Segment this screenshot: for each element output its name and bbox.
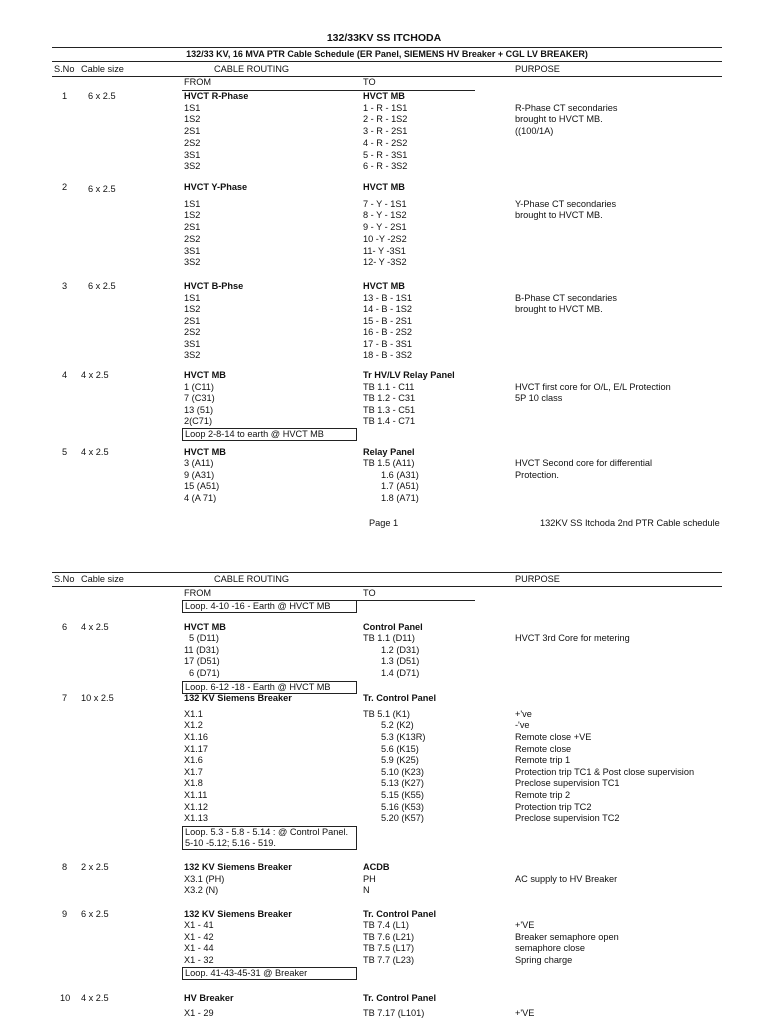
to-terminal: 16 - B - 2S2: [363, 327, 413, 337]
to-terminal: 11- Y -3S1: [363, 246, 406, 256]
from-terminal: 3S1: [184, 150, 201, 160]
row-number: 6: [62, 622, 68, 632]
divider: [52, 586, 722, 587]
purpose-text: ((100/1A): [515, 126, 554, 136]
from-terminal: 1S2: [184, 210, 201, 220]
purpose-text: Remote trip 2: [515, 790, 571, 800]
purpose-text: +'ve: [515, 709, 532, 719]
to-terminal: 1.7 (A51): [381, 481, 419, 491]
from-terminal: X1.6: [184, 755, 203, 765]
from-terminal: 2S1: [184, 222, 201, 232]
to-terminal: TB 7.6 (L21): [363, 932, 415, 942]
to-terminal: 3 - R - 2S1: [363, 126, 408, 136]
cable-size: 4 x 2.5: [81, 993, 109, 1003]
cable-size: 4 x 2.5: [81, 447, 109, 457]
to-terminal: 1.8 (A71): [381, 493, 419, 503]
from-terminal: 11 (D31): [184, 645, 220, 655]
cable-size-header: Cable size: [81, 574, 124, 584]
to-terminal: 12- Y -3S2: [363, 257, 407, 267]
to-terminal: 5.15 (K55): [381, 790, 424, 800]
from-terminal: 3 (A11): [184, 458, 214, 468]
purpose-text: AC supply to HV Breaker: [515, 874, 618, 884]
from-terminal: 17 (D51): [184, 656, 220, 666]
to-terminal: 5.2 (K2): [381, 720, 414, 730]
row-number: 8: [62, 862, 68, 872]
to-heading: Tr. Control Panel: [363, 693, 437, 703]
row-number: 1: [62, 91, 68, 101]
row-number: 5: [62, 447, 68, 457]
to-terminal: 13 - B - 1S1: [363, 293, 413, 303]
to-header: TO: [363, 588, 376, 598]
purpose-header: PURPOSE: [515, 574, 560, 584]
divider: [52, 76, 722, 77]
from-heading: HVCT MB: [184, 447, 226, 457]
purpose-text: Preclose supervision TC2: [515, 813, 620, 823]
from-terminal: 1S1: [184, 199, 201, 209]
from-terminal: X1.11: [184, 790, 208, 800]
to-terminal: 1.4 (D71): [381, 668, 420, 678]
loop-note: Loop 2-8-14 to earth @ HVCT MB: [185, 429, 324, 439]
to-terminal: TB 7.7 (L23): [363, 955, 415, 965]
purpose-text: -'ve: [515, 720, 530, 730]
from-heading: 132 KV Siemens Breaker: [184, 909, 292, 919]
purpose-text: Remote close: [515, 744, 572, 754]
purpose-text: 5P 10 class: [515, 393, 563, 403]
cable-size: 10 x 2.5: [81, 693, 114, 703]
from-terminal: X1.12: [184, 802, 209, 812]
to-terminal: 5.16 (K53): [381, 802, 424, 812]
from-terminal: X1.13: [184, 813, 209, 823]
row-number: 4: [62, 370, 68, 380]
from-header: FROM: [184, 77, 212, 87]
purpose-text: Remote close +VE: [515, 732, 592, 742]
from-terminal: X1.2: [184, 720, 203, 730]
from-terminal: 5 (D11): [189, 633, 219, 643]
from-terminal: 2S2: [184, 234, 201, 244]
divider: [52, 47, 722, 48]
to-terminal: TB 1.5 (A11): [363, 458, 415, 468]
to-terminal: 9 - Y - 2S1: [363, 222, 407, 232]
to-terminal: TB 7.4 (L1): [363, 920, 409, 930]
loop-note-box: [182, 600, 357, 613]
purpose-text: Protection.: [515, 470, 559, 480]
cable-size: 6 x 2.5: [81, 909, 109, 919]
purpose-text: Preclose supervision TC1: [515, 778, 620, 788]
from-terminal: X1.8: [184, 778, 203, 788]
row-number: 2: [62, 182, 68, 192]
from-terminal: 2(C71): [184, 416, 213, 426]
to-terminal: TB 1.2 - C31: [363, 393, 416, 403]
to-terminal: TB 1.1 (D11): [363, 633, 415, 643]
to-terminal: 14 - B - 1S2: [363, 304, 413, 314]
to-terminal: 1.3 (D51): [381, 656, 420, 666]
purpose-text: Breaker semaphore open: [515, 932, 619, 942]
from-terminal: 3S1: [184, 246, 201, 256]
to-terminal: 5.6 (K15): [381, 744, 419, 754]
from-terminal: 15 (A51): [184, 481, 220, 491]
from-heading: HVCT MB: [184, 622, 226, 632]
purpose-text: HVCT 3rd Core for metering: [515, 633, 630, 643]
from-terminal: X3.1 (PH): [184, 874, 225, 884]
purpose-text: Remote trip 1: [515, 755, 571, 765]
to-heading: HVCT MB: [363, 91, 405, 101]
to-terminal: 6 - R - 3S2: [363, 161, 408, 171]
from-terminal: 4 (A 71): [184, 493, 217, 503]
from-terminal: 3S2: [184, 161, 201, 171]
purpose-text: Y-Phase CT secondaries: [515, 199, 617, 209]
page-title: 132/33KV SS ITCHODA: [326, 32, 442, 44]
to-heading: ACDB: [363, 862, 390, 872]
cable-size: 6 x 2.5: [88, 91, 116, 101]
to-terminal: 5.13 (K27): [381, 778, 424, 788]
to-terminal: TB 1.1 - C11: [363, 382, 415, 392]
to-terminal: 15 - B - 2S1: [363, 316, 413, 326]
to-terminal: 5.10 (K23): [381, 767, 424, 777]
purpose-text: Protection trip TC1 & Post close supervision: [515, 767, 695, 777]
purpose-text: B-Phase CT secondaries: [515, 293, 617, 303]
to-terminal: 1.6 (A31): [381, 470, 419, 480]
from-heading: HV Breaker: [184, 993, 234, 1003]
loop-note: Loop. 5.3 - 5.8 - 5.14 : @ Control Panel.: [185, 827, 349, 837]
from-header: FROM: [184, 588, 212, 598]
to-header: TO: [363, 77, 376, 87]
to-terminal: TB 1.4 - C71: [363, 416, 416, 426]
cable-size: 6 x 2.5: [88, 184, 116, 194]
sno-header: S.No: [54, 64, 75, 74]
to-terminal: 5 - R - 3S1: [363, 150, 408, 160]
purpose-text: +'VE: [515, 1008, 535, 1018]
loop-note-box: [182, 428, 357, 441]
cable-routing-header: CABLE ROUTING: [214, 64, 290, 74]
divider: [52, 572, 722, 573]
from-terminal: 1S2: [184, 304, 201, 314]
from-terminal: 1S1: [184, 293, 201, 303]
from-terminal: X1.1: [184, 709, 203, 719]
to-terminal: 5.9 (K25): [381, 755, 419, 765]
to-terminal: 4 - R - 2S2: [363, 138, 408, 148]
to-terminal: 1.2 (D31): [381, 645, 420, 655]
to-heading: HVCT MB: [363, 182, 405, 192]
cable-size-header: Cable size: [81, 64, 124, 74]
purpose-text: R-Phase CT secondaries: [515, 103, 618, 113]
to-terminal: TB 1.3 - C51: [363, 405, 416, 415]
purpose-text: HVCT first core for O/L, E/L Protection: [515, 382, 671, 392]
page-subtitle: 132/33 KV, 16 MVA PTR Cable Schedule (ER Panel, SIEMENS HV Breaker + CGL LV BREAKER): [186, 49, 588, 59]
to-terminal: TB 5.1 (K1): [363, 709, 410, 719]
to-terminal: TB 7.17 (L101): [363, 1008, 425, 1018]
purpose-text: brought to HVCT MB.: [515, 210, 603, 220]
to-terminal: 17 - B - 3S1: [363, 339, 413, 349]
to-terminal: 8 - Y - 1S2: [363, 210, 407, 220]
from-heading: HVCT B-Phse: [184, 281, 244, 291]
to-terminal: TB 7.5 (L17): [363, 943, 415, 953]
to-heading: Relay Panel: [363, 447, 415, 457]
from-terminal: 7 (C31): [184, 393, 215, 403]
from-terminal: 2S2: [184, 327, 201, 337]
from-terminal: 1S2: [184, 114, 201, 124]
to-terminal: 5.20 (K57): [381, 813, 424, 823]
from-terminal: 3S2: [184, 257, 201, 267]
loop-note: 5-10 -5.12; 5.16 - 519.: [185, 838, 276, 848]
from-terminal: X3.2 (N): [184, 885, 219, 895]
from-terminal: 2S1: [184, 126, 201, 136]
purpose-text: HVCT Second core for differential: [515, 458, 653, 468]
from-terminal: 3S2: [184, 350, 201, 360]
from-terminal: 3S1: [184, 339, 201, 349]
from-heading: HVCT Y-Phase: [184, 182, 248, 192]
purpose-text: semaphore close: [515, 943, 585, 953]
row-number: 9: [62, 909, 68, 919]
from-heading: HVCT MB: [184, 370, 226, 380]
loop-note: Loop. 41-43-45-31 @ Breaker: [185, 968, 308, 978]
to-terminal: 7 - Y - 1S1: [363, 199, 407, 209]
purpose-text: brought to HVCT MB.: [515, 114, 603, 124]
from-terminal: X1.7: [184, 767, 203, 777]
to-terminal: 10 -Y -2S2: [363, 234, 407, 244]
cable-size: 2 x 2.5: [81, 862, 109, 872]
to-terminal: 2 - R - 1S2: [363, 114, 408, 124]
to-terminal: 1 - R - 1S1: [363, 103, 408, 113]
cable-size: 4 x 2.5: [81, 622, 109, 632]
from-heading: 132 KV Siemens Breaker: [184, 693, 292, 703]
to-heading: Tr HV/LV Relay Panel: [363, 370, 455, 380]
loop-note-box: [182, 826, 357, 850]
loop-note: Loop. 6-12 -18 - Earth @ HVCT MB: [185, 682, 331, 692]
from-heading: HVCT R-Phase: [184, 91, 249, 101]
to-heading: Tr. Control Panel: [363, 909, 437, 919]
to-terminal: PH: [363, 874, 376, 884]
from-terminal: 9 (A31): [184, 470, 215, 480]
purpose-text: Protection trip TC2: [515, 802, 592, 812]
to-heading: HVCT MB: [363, 281, 405, 291]
purpose-text: +'VE: [515, 920, 535, 930]
page-number: Page 1: [369, 518, 399, 528]
divider: [52, 61, 722, 62]
cable-size: 4 x 2.5: [81, 370, 109, 380]
from-terminal: 2S2: [184, 138, 201, 148]
from-terminal: X1.17: [184, 744, 209, 754]
cable-size: 6 x 2.5: [88, 281, 116, 291]
sno-header: S.No: [54, 574, 75, 584]
from-terminal: X1 - 42: [184, 932, 214, 942]
from-terminal: X1 - 44: [184, 943, 214, 953]
from-terminal: 1S1: [184, 103, 201, 113]
from-terminal: X1.16: [184, 732, 209, 742]
purpose-header: PURPOSE: [515, 64, 560, 74]
purpose-text: Spring charge: [515, 955, 573, 965]
purpose-text: brought to HVCT MB.: [515, 304, 603, 314]
row-number: 3: [62, 281, 68, 291]
from-terminal: X1 - 41: [184, 920, 214, 930]
to-terminal: 18 - B - 3S2: [363, 350, 413, 360]
document-footer: 132KV SS Itchoda 2nd PTR Cable schedule: [540, 518, 720, 528]
row-number: 10: [60, 993, 71, 1003]
to-terminal: N: [363, 885, 370, 895]
from-terminal: 13 (51): [184, 405, 214, 415]
loop-note: Loop. 4-10 -16 - Earth @ HVCT MB: [185, 601, 331, 611]
loop-note-box: [182, 967, 357, 980]
to-heading: Control Panel: [363, 622, 423, 632]
from-terminal: X1 - 32: [184, 955, 214, 965]
from-terminal: 2S1: [184, 316, 201, 326]
from-terminal: 6 (D71): [189, 668, 220, 678]
cable-routing-header: CABLE ROUTING: [214, 574, 290, 584]
from-terminal: 1 (C11): [184, 382, 214, 392]
to-heading: Tr. Control Panel: [363, 993, 437, 1003]
row-number: 7: [62, 693, 68, 703]
from-heading: 132 KV Siemens Breaker: [184, 862, 292, 872]
to-terminal: 5.3 (K13R): [381, 732, 426, 742]
from-terminal: X1 - 29: [184, 1008, 214, 1018]
